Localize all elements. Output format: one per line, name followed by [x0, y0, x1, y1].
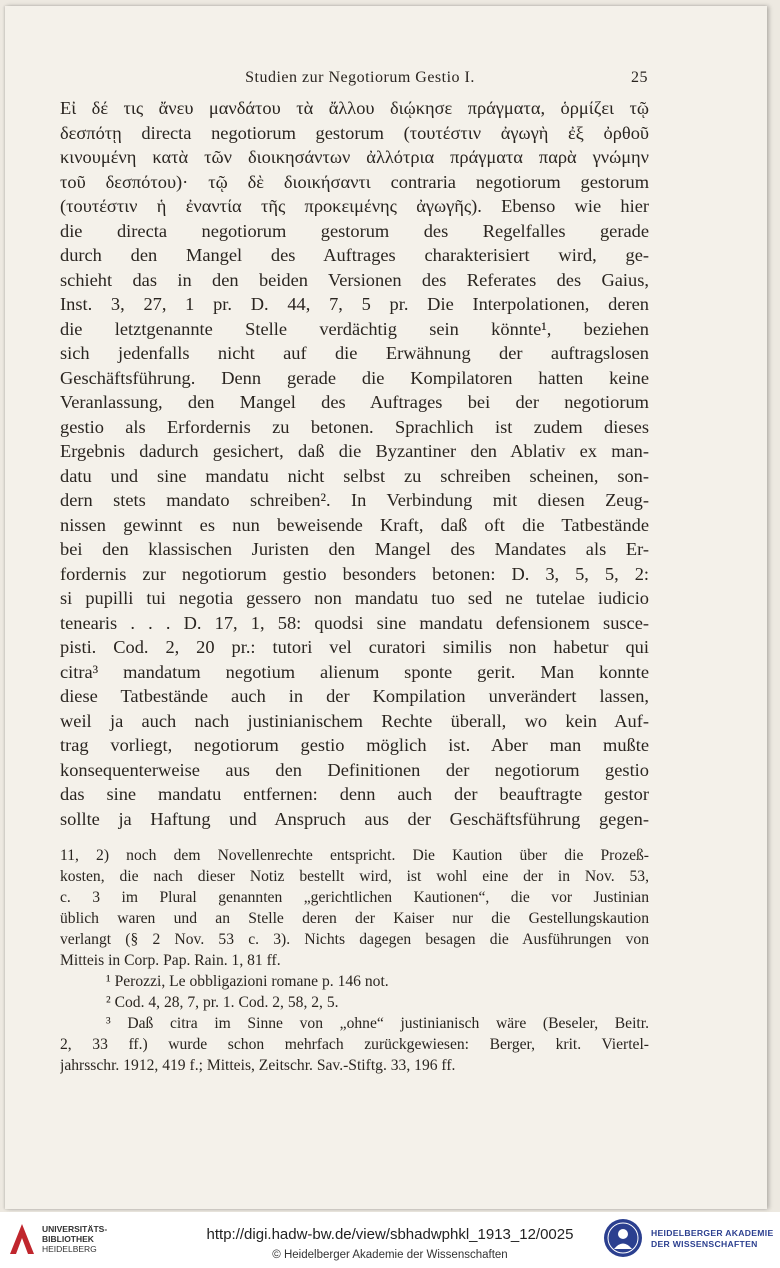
text-line: sollte ja Haftung und Anspruch aus der Geschäftsführung gegen-	[60, 808, 649, 829]
text-line: Εἰ δέ τις ἄνευ μανδάτου τὰ ἄλλου διῴκησε πράγματα, ὁρμίζει τῷ	[60, 98, 649, 118]
academy-seal-icon	[603, 1218, 643, 1258]
text-line: (τουτέστιν ἡ ἐναντία τῆς προκειμένης ἀγωγῆς). Ebenso wie hier	[60, 196, 649, 216]
footnote-line: 11, 2) noch dem Novellenrechte entspricht. Die Kaution über die Prozeß-	[60, 847, 649, 864]
text-line: pisti. Cod. 2, 20 pr.: tutori vel curatori similis non habetur qui	[60, 637, 649, 657]
library-line-1: UNIVERSITÄTS-	[42, 1224, 108, 1234]
text-line: δεσπότῃ directa negotiorum gestorum (τουτέστιν ἀγωγὴ ἐξ ὀρθοῦ	[60, 122, 649, 143]
text-line: Ergebnis dadurch gesichert, daß die Byzantiner den Ablativ ex man-	[60, 441, 649, 461]
footnote-3-line: jahrsschr. 1912, 419 f.; Mitteis, Zeitschr. Sav.-Stiftg. 33, 196 ff.	[60, 1057, 456, 1074]
permalink-url[interactable]: http://digi.hadw-bw.de/view/sbhadwphkl_1913_12/0025	[206, 1226, 574, 1243]
text-line: sich jedenfalls nicht auf die Erwähnung der auftragslosen	[60, 343, 649, 363]
page-number: 25	[631, 69, 648, 86]
text-line: si pupilli tui negotia gessero non mandatu tuo sed ne tutelae iudicio	[60, 588, 649, 608]
footnote-1: ¹ Perozzi, Le obbligazioni romane p. 146 not.	[106, 973, 389, 990]
footnote-line: Mitteis in Corp. Pap. Rain. 1, 81 ff.	[60, 952, 281, 969]
text-line: κινουμένη κατὰ τῶν διοικησάντων ἀλλότρια πράγματα παρὰ γνώμην	[60, 147, 649, 167]
academy-line-2: DER WISSENSCHAFTEN	[651, 1239, 758, 1249]
text-line: schieht das in den beiden Versionen des Referates des Gaius,	[60, 269, 649, 290]
text-line: das sine mandatu entfernen: denn auch der beauftragte gestor	[60, 784, 649, 804]
running-header	[65, 69, 655, 91]
footnote-3-line: 2, 33 ff.) wurde schon mehrfach zurückgewiesen: Berger, krit. Viertel-	[60, 1036, 649, 1053]
library-line-2: BIBLIOTHEK	[42, 1234, 94, 1244]
text-line: weil ja auch nach justinianischem Rechte überall, wo kein Auf-	[60, 710, 649, 731]
text-line: konsequenterweise aus den Definitionen der negotiorum gestio	[60, 759, 649, 780]
text-line: dern stets mandato schreiben². In Verbindung mit diesen Zeug-	[60, 490, 649, 510]
text-line: durch den Mangel des Auftrages charakterisiert wird, ge-	[60, 245, 649, 265]
copyright-notice: © Heidelberger Akademie der Wissenschaften	[272, 1249, 508, 1261]
footnote-line: verlangt (§ 2 Nov. 53 c. 3). Nichts dagegen besagen die Ausführungen von	[60, 931, 649, 948]
footnote-line: c. 3 im Plural genannten „gerichtlichen Kautionen“, die vor Justinian	[60, 889, 649, 906]
library-line-3: HEIDELBERG	[42, 1244, 97, 1254]
academy-line-1: HEIDELBERGER AKADEMIE	[651, 1228, 774, 1238]
text-line: tenearis . . . D. 17, 1, 58: quodsi sine mandatu defensionem susce-	[60, 612, 649, 633]
text-line: diese Tatbestände auch in der Kompilation unverändert lassen,	[60, 686, 649, 706]
text-line: fordernis zur negotiorum gestio besonders betonen: D. 3, 5, 5, 2:	[60, 563, 649, 584]
text-line: Inst. 3, 27, 1 pr. D. 44, 7, 5 pr. Die Interpolationen, deren	[60, 294, 649, 314]
footnotes	[60, 845, 649, 1076]
academy-name	[651, 1228, 773, 1250]
footnote-line: üblich waren und an Stelle deren der Kaiser nur die Gestellungskaution	[60, 910, 649, 927]
running-title: Studien zur Negotiorum Gestio I.	[245, 69, 475, 86]
text-line: die directa negotiorum gestorum des Regelfalles gerade	[60, 220, 649, 241]
text-line: Veranlassung, den Mangel des Auftrages bei der negotiorum	[60, 392, 649, 412]
text-line: bei den klassischen Juristen den Mangel des Mandates als Er-	[60, 539, 649, 559]
text-line: τοῦ δεσπότου)· τῷ δὲ διοικήσαντι contraria negotiorum gestorum	[60, 171, 649, 192]
text-line: die letztgenannte Stelle verdächtig sein könnte¹, beziehen	[60, 318, 649, 339]
text-line: trag vorliegt, negotiorum gestio möglich ist. Aber man mußte	[60, 735, 649, 755]
footnote-2: ² Cod. 4, 28, 7, pr. 1. Cod. 2, 58, 2, 5.	[106, 994, 339, 1011]
text-line: citra³ mandatum negotium alienum sponte gerit. Man konnte	[60, 661, 649, 682]
text-line: gestio als Erfordernis zu betonen. Sprachlich ist zudem dieses	[60, 416, 649, 437]
footnote-line: kosten, die nach dieser Notiz bestellt wird, ist wohl eine der in Nov. 53,	[60, 868, 649, 885]
text-line: datu und sine mandatu nicht selbst zu schreiben scheinen, son-	[60, 465, 649, 486]
text-line: Geschäftsführung. Denn gerade die Kompilatoren hatten keine	[60, 367, 649, 388]
footnote-3-line: ³ Daß citra im Sinne von „ohne“ justinianisch wäre (Beseler, Beitr.	[106, 1015, 649, 1032]
text-line: nissen gewinnt es nun beweisende Kraft, daß oft die Tatbestände	[60, 514, 649, 535]
viewer-footer	[0, 1212, 780, 1268]
main-text	[60, 96, 649, 831]
